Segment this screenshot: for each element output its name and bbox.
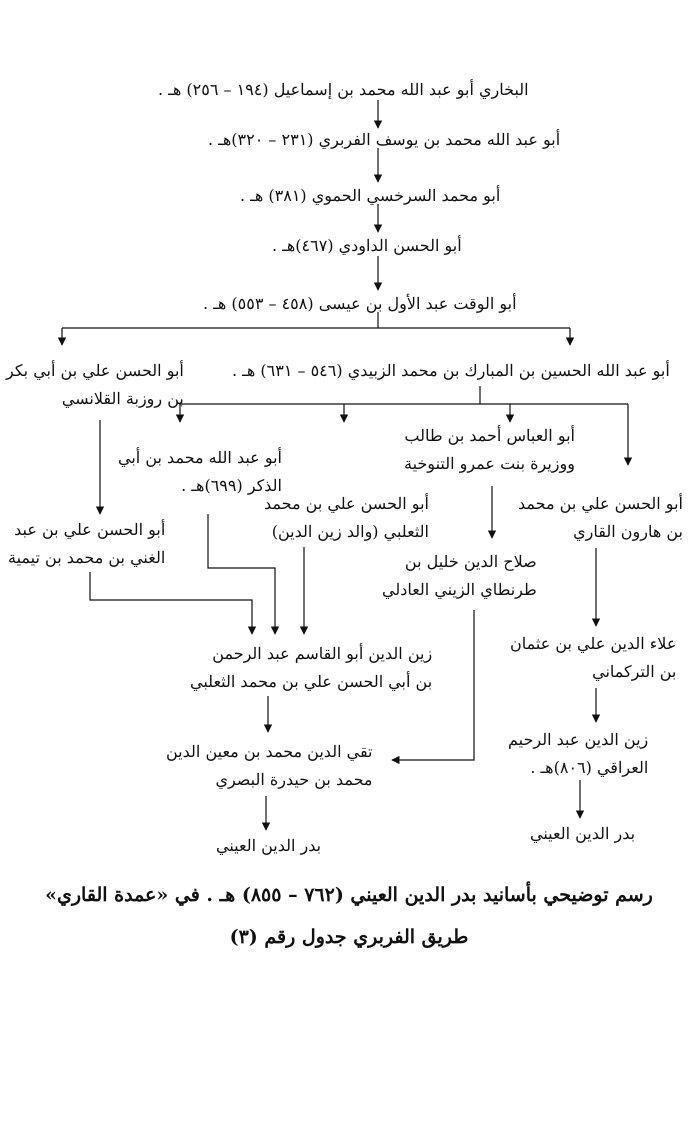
node-taqi-line1: تقي الدين محمد بن معين الدين bbox=[166, 742, 373, 761]
node-zaynqasim-line1: زين الدين أبو القاسم عبد الرحمن bbox=[212, 644, 433, 663]
node-hajjar-line1: أبو العباس أحمد بن طالب bbox=[404, 426, 575, 445]
node-qari bbox=[518, 490, 683, 546]
diagram-subcaption: طريق الفربري جدول رقم (٣) bbox=[229, 926, 469, 948]
node-ayni-left: بدر الدين العيني bbox=[216, 836, 322, 855]
node-firabri: أبو عبد الله محمد بن يوسف الفربري (٢٣١ – ٣٢٠)هـ . bbox=[208, 130, 561, 149]
node-dawudi: أبو الحسن الداودي (٤٦٧)هـ . bbox=[272, 236, 462, 255]
node-qalanisi bbox=[6, 357, 184, 413]
node-zaynqasim bbox=[190, 640, 432, 696]
node-taymiyya bbox=[8, 516, 165, 572]
node-qari-line2: بن هارون القاري bbox=[573, 522, 683, 541]
node-iraqi bbox=[508, 726, 648, 782]
node-taymiyya-line1: أبو الحسن علي بن عبد bbox=[14, 520, 166, 539]
node-ayni-right: بدر الدين العيني bbox=[530, 824, 636, 843]
node-sarakhsi: أبو محمد السرخسي الحموي (٣٨١) هـ . bbox=[240, 186, 501, 205]
node-turkumani-line2: بن التركماني bbox=[592, 662, 677, 681]
node-thalabi bbox=[264, 490, 429, 546]
node-hajjar bbox=[404, 422, 575, 478]
node-thalabi-line2: الثعلبي (والد زين الدين) bbox=[271, 522, 429, 541]
node-taqi-line2: محمد بن حيدرة البصري bbox=[215, 770, 373, 789]
node-thalabi-line1: أبو الحسن علي بن محمد bbox=[264, 494, 429, 513]
node-iraqi-line2: العراقي (٨٠٦)هـ . bbox=[530, 758, 649, 777]
node-alai-line1: صلاح الدين خليل بن bbox=[404, 552, 537, 571]
node-taymiyya-line2: الغني بن محمد بن تيمية bbox=[8, 548, 166, 567]
node-dhakar-line2: الذكر (٦٩٩)هـ . bbox=[181, 476, 282, 495]
node-bukhari: البخاري أبو عبد الله محمد بن إسماعيل (١٩٤ – ٢٥٦) هـ . bbox=[158, 80, 529, 99]
node-turkumani-line1: علاء الدين علي بن عثمان bbox=[510, 634, 677, 653]
arrow-taymiyya-zaynqasim bbox=[90, 572, 252, 634]
node-hajjar-line2: ووزيرة بنت عمرو التنوخية bbox=[404, 454, 575, 473]
node-qalanisi-line1: أبو الحسن علي بن أبي بكر bbox=[6, 361, 184, 380]
node-qari-line1: أبو الحسن علي بن محمد bbox=[518, 494, 683, 513]
node-zubaydi: أبو عبد الله الحسين بن المبارك بن محمد الزبيدي (٥٤٦ – ٦٣١) هـ . bbox=[232, 361, 670, 380]
node-abulwaqt: أبو الوقت عبد الأول بن عيسى (٤٥٨ – ٥٥٣) هـ . bbox=[203, 294, 517, 313]
node-dhakar bbox=[118, 444, 282, 500]
diagram-caption: رسم توضيحي بأسانيد بدر الدين العيني (٧٦٢ – ٨٥٥) هـ . في «عمدة القاري» bbox=[45, 884, 653, 906]
node-alai-line2: طرنطاي الزيني العادلي bbox=[382, 580, 537, 599]
node-iraqi-line1: زين الدين عبد الرحيم bbox=[508, 730, 649, 749]
node-alai bbox=[382, 548, 537, 604]
node-qalanisi-line2: بن روزبة القلانسي bbox=[61, 389, 184, 408]
node-taqi bbox=[166, 738, 373, 794]
node-zaynqasim-line2: بن أبي الحسن علي بن محمد الثعلبي bbox=[190, 672, 433, 691]
node-turkumani bbox=[510, 630, 676, 686]
node-dhakar-line1: أبو عبد الله محمد بن أبي bbox=[118, 448, 282, 467]
